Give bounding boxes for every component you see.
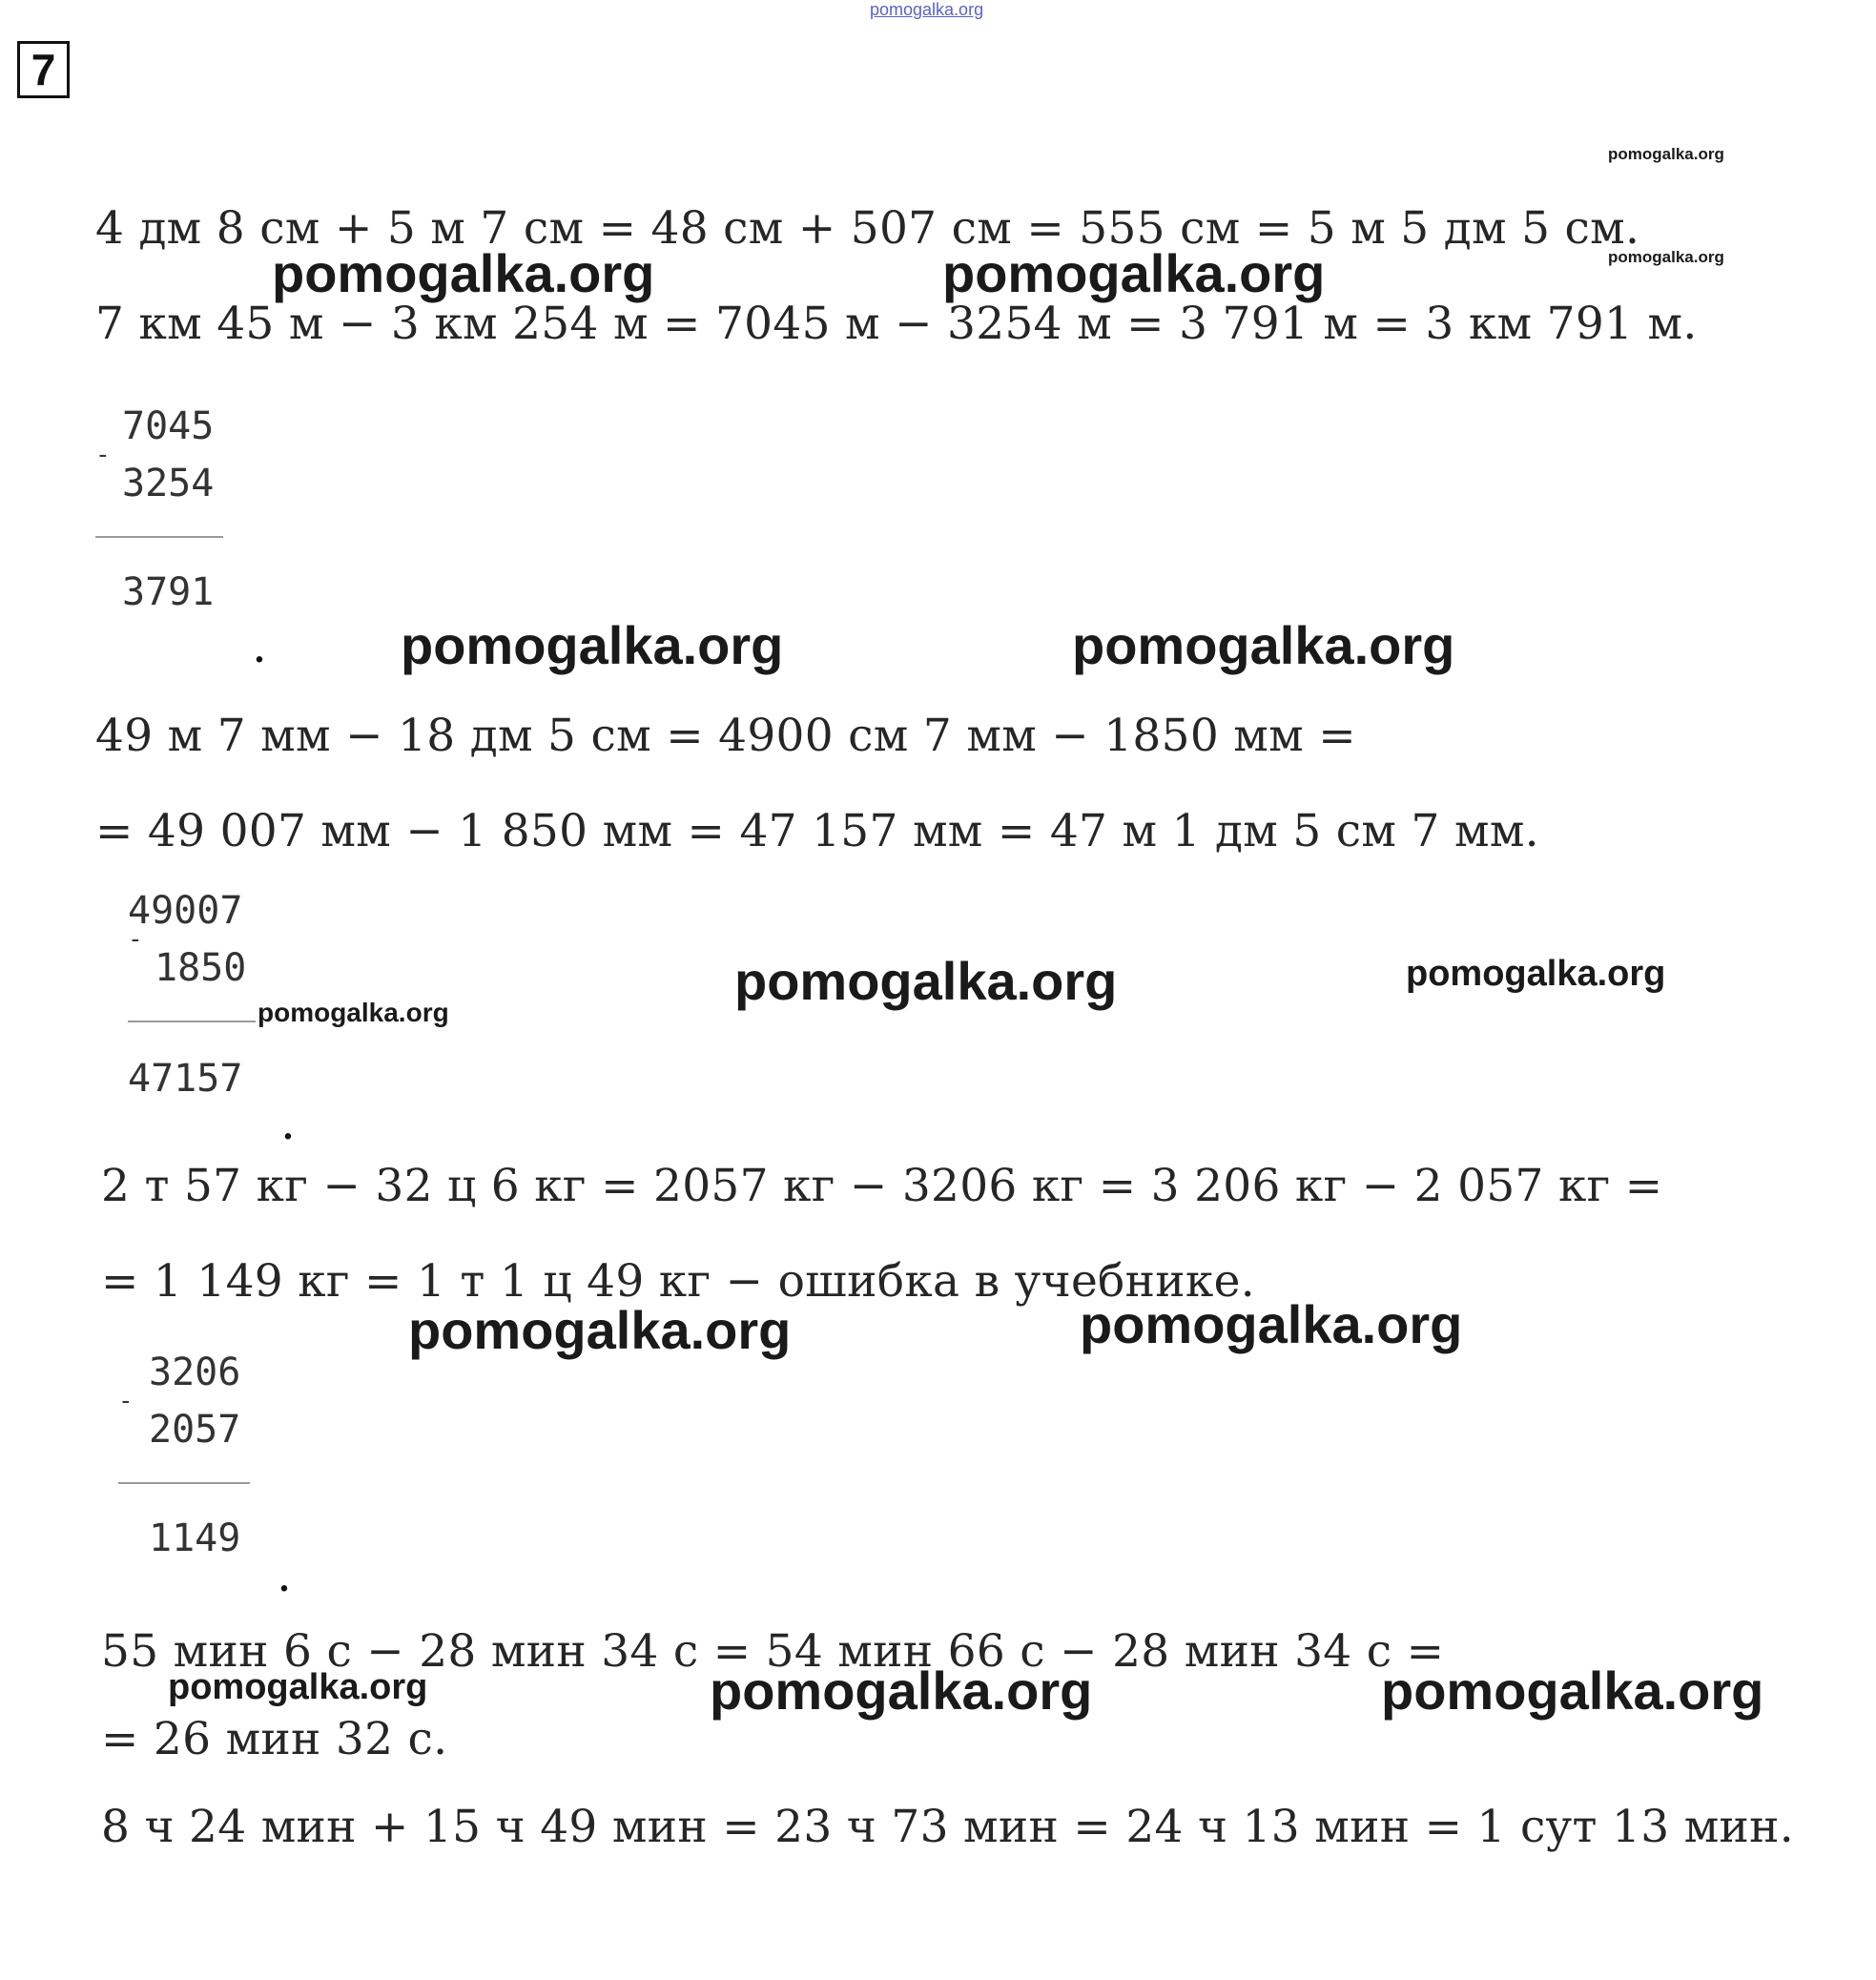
watermark: pomogalka.org: [272, 243, 655, 303]
watermark: pomogalka.org: [258, 998, 449, 1027]
watermark: pomogalka.org: [408, 1300, 792, 1360]
watermark: pomogalka.org: [1406, 954, 1666, 994]
minuend: 7045: [122, 404, 215, 448]
subtrahend: 3254: [122, 462, 215, 505]
column-rule: [118, 1482, 250, 1484]
watermark: pomogalka.org: [734, 951, 1118, 1011]
task-number-badge: 7: [17, 41, 70, 98]
equation-6: 8 ч 24 мин + 15 ч 49 мин = 23 ч 73 мин = 24 ч 13 мин = 1 сут 13 мин.: [101, 1801, 1795, 1853]
equation-5a: 55 мин 6 с − 28 мин 34 с = 54 мин 66 с − 28 мин 34 с =: [101, 1625, 1445, 1678]
column-rule: [95, 536, 223, 538]
equation-4a: 2 т 57 кг − 32 ц 6 кг = 2057 кг − 3206 кг = 3 206 кг − 2 057 кг =: [101, 1160, 1663, 1212]
watermark: pomogalka.org: [1381, 1660, 1764, 1721]
period-mark: .: [280, 1095, 296, 1150]
minuend: 3206: [149, 1351, 241, 1394]
equation-2: 7 км 45 м − 3 км 254 м = 7045 м − 3254 м = 3 791 м = 3 км 791 м.: [95, 298, 1698, 350]
watermark: pomogalka.org: [1608, 248, 1724, 266]
period-mark: .: [277, 1547, 292, 1602]
difference: 3791: [122, 570, 215, 614]
watermark: pomogalka.org: [1072, 615, 1455, 675]
watermark: pomogalka.org: [942, 243, 1326, 303]
difference: 47157: [128, 1057, 243, 1101]
equation-4b: = 1 149 кг = 1 т 1 ц 49 кг − ошибка в учебнике.: [101, 1255, 1255, 1308]
period-mark: .: [252, 618, 267, 673]
minuend: 49007: [128, 889, 243, 933]
minus-sign: -: [118, 1387, 134, 1415]
watermark: pomogalka.org: [1608, 145, 1724, 163]
watermark: pomogalka.org: [1080, 1294, 1463, 1354]
equation-3a: 49 м 7 мм − 18 дм 5 см = 4900 см 7 мм − 1850 мм =: [95, 710, 1356, 762]
watermark: pomogalka.org: [168, 1667, 428, 1707]
equation-5b: = 26 мин 32 с.: [101, 1713, 448, 1765]
minus-sign: -: [95, 441, 111, 469]
subtrahend: 1850: [155, 946, 247, 990]
minus-sign: -: [128, 925, 143, 954]
subtrahend: 2057: [149, 1408, 241, 1452]
watermark-top: pomogalka.org: [870, 0, 984, 19]
equation-1: 4 дм 8 см + 5 м 7 см = 48 см + 507 см = 555 см = 5 м 5 дм 5 см.: [95, 202, 1640, 255]
watermark: pomogalka.org: [710, 1660, 1093, 1721]
equation-3b: = 49 007 мм − 1 850 мм = 47 157 мм = 47 м 1 дм 5 см 7 мм.: [95, 805, 1539, 857]
column-rule: [128, 1021, 256, 1022]
watermark: pomogalka.org: [401, 615, 784, 675]
difference: 1149: [149, 1516, 241, 1560]
